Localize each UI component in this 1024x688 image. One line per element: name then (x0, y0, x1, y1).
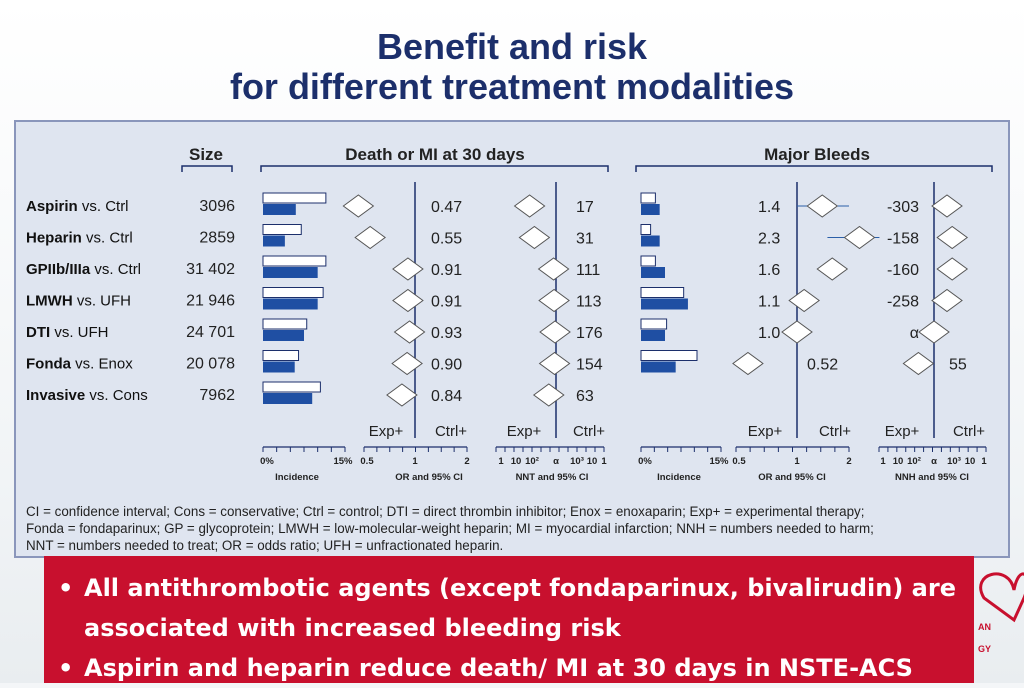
nnt-value: 113 (576, 293, 602, 311)
logo-heart-shape (981, 574, 1024, 620)
trial-size-value: 7962 (199, 387, 235, 404)
death-or-diamond (387, 384, 417, 406)
nnh-exp-label: Exp+ (884, 423, 920, 440)
death-or-tick-label: 2 (464, 456, 470, 467)
slide-title-line1: Benefit and risk (376, 26, 648, 67)
nnh-diamond (919, 321, 949, 343)
trial-size-value: 20 078 (186, 355, 235, 373)
nnt-diamond (539, 290, 569, 312)
nnt-diamond (515, 195, 545, 217)
nnt-tick-label: 10 (510, 456, 522, 467)
nnt-diamond (540, 353, 570, 375)
nnh-diamond (937, 227, 967, 249)
bleed-control-incidence-bar (641, 319, 667, 329)
nnt-value: 17 (576, 199, 594, 216)
death-header-bracket (261, 166, 608, 172)
bleed-or-diamond (807, 195, 837, 217)
key-points-banner (44, 556, 974, 683)
death-incidence-axis-label: Incidence (275, 472, 319, 483)
bleed-or-value: 2.3 (758, 230, 781, 248)
nnh-tick-label: 1 (880, 456, 886, 467)
nnh-tick-label: α (931, 456, 937, 467)
logo-text: AN (978, 622, 991, 632)
death-or-tick-label: 1 (412, 456, 418, 467)
footnote-line: NNT = numbers needed to treat; OR = odds ratio; UFH = unfractionated heparin. (26, 538, 504, 553)
bleed-control-incidence-bar (641, 351, 697, 361)
society-logo (974, 568, 1024, 683)
death-control-incidence-bar (263, 193, 326, 203)
nnt-tick-label: 1 (498, 456, 504, 467)
bleed-or-value: 0.52 (807, 356, 839, 374)
row-label: Heparin vs. Ctrl (26, 229, 133, 247)
bleed-or-diamond (789, 290, 819, 312)
nnh-tick-label: 10 (964, 456, 976, 467)
death-control-incidence-bar (263, 225, 301, 235)
death-or-value: 0.47 (431, 199, 463, 216)
nnt-axis-label: NNT and 95% CI (515, 472, 589, 483)
death-experimental-incidence-bar (263, 204, 296, 215)
slide-title-line2: for different treatment modalities (229, 66, 795, 107)
death-or-diamond (343, 195, 373, 217)
bleed-or-tick-label: 1 (794, 456, 800, 467)
trial-size-value: 21 946 (186, 292, 235, 310)
death-experimental-incidence-bar (263, 393, 312, 404)
nnh-ctrl-label: Ctrl+ (952, 423, 986, 440)
nnh-tick-label: 10² (907, 456, 921, 467)
row-label: Fonda vs. Enox (26, 355, 133, 373)
death-control-incidence-bar (263, 351, 299, 361)
bleed-experimental-incidence-bar (641, 204, 660, 215)
death-or-diamond (393, 290, 423, 312)
death-or-diamond (392, 353, 422, 375)
size-column-header: Size (188, 145, 224, 164)
bleed-or-exp-label: Exp+ (747, 423, 783, 440)
nnt-tick-label: 10² (525, 456, 539, 467)
death-incidence-tick-label: 15% (333, 456, 353, 467)
size-header-bracket (182, 166, 232, 172)
death-mi-header: Death or MI at 30 days (345, 145, 525, 164)
nnh-diamond (937, 258, 967, 280)
nnt-tick-label: 1 (601, 456, 607, 467)
bleed-header-bracket (636, 166, 992, 172)
major-bleeds-header: Major Bleeds (764, 145, 870, 164)
nnh-diamond (932, 195, 962, 217)
trial-size-value: 3096 (199, 198, 235, 215)
nnt-value: 176 (576, 325, 603, 342)
trial-size-value: 31 402 (186, 261, 235, 278)
nnh-diamond (932, 290, 962, 312)
bleed-experimental-incidence-bar (641, 236, 660, 247)
death-experimental-incidence-bar (263, 330, 304, 341)
death-or-axis-label: OR and 95% CI (395, 472, 463, 483)
bleed-incidence-axis-label: Incidence (657, 472, 701, 483)
nnh-axis-label: NNH and 95% CI (895, 472, 969, 483)
footnote-line: CI = confidence interval; Cons = conservative; Ctrl = control; DTI = direct thrombin inhibitor; Enox = enoxaparin; Exp+ = experimental therapy; (26, 504, 865, 519)
footnote-line: Fonda = fondaparinux; GP = glycoprotein; LMWH = low-molecular-weight heparin; MI = myocardial infarction; NNH = numbers needed to harm; (26, 521, 874, 536)
nnh-tick-label: 1 (981, 456, 987, 467)
nnh-tick-label: 10³ (947, 456, 961, 467)
nnh-value: -158 (886, 230, 919, 248)
bullet-point: • Aspirin and heparin reduce death/ MI at 30 days in NSTE-ACS (58, 648, 974, 688)
nnh-value: 55 (949, 356, 967, 374)
death-control-incidence-bar (263, 288, 323, 298)
death-control-incidence-bar (263, 319, 307, 329)
bleed-or-value: 1.1 (758, 293, 781, 311)
row-label: LMWH vs. UFH (26, 292, 131, 310)
nnt-value: 154 (576, 356, 603, 374)
trial-size-value: 2859 (199, 229, 235, 247)
nnt-diamond (534, 384, 564, 406)
nnt-diamond (539, 258, 569, 280)
death-or-ctrl-label: Ctrl+ (434, 423, 468, 440)
death-or-value: 0.91 (431, 262, 463, 279)
bleed-control-incidence-bar (641, 288, 684, 298)
nnt-value: 63 (576, 388, 594, 405)
row-label: DTI vs. UFH (26, 324, 109, 341)
bleed-incidence-tick-label: 0% (638, 456, 652, 467)
bleed-or-tick-label: 2 (846, 456, 852, 467)
bleed-or-ctrl-label: Ctrl+ (818, 423, 852, 440)
bleed-or-diamond (844, 227, 874, 249)
bleed-or-diamond (733, 353, 763, 375)
death-experimental-incidence-bar (263, 362, 295, 373)
nnh-diamond (903, 353, 933, 375)
death-or-diamond (393, 258, 423, 280)
death-or-diamond (395, 321, 425, 343)
bleed-experimental-incidence-bar (641, 330, 665, 341)
bleed-experimental-incidence-bar (641, 362, 676, 373)
bleed-control-incidence-bar (641, 225, 651, 235)
nnt-tick-label: 10³ (570, 456, 584, 467)
nnh-value: -303 (886, 199, 919, 216)
nnt-value: 111 (576, 262, 601, 279)
bleed-or-value: 1.0 (758, 325, 781, 342)
nnh-tick-label: 10 (892, 456, 904, 467)
row-label: GPIIb/IIIa vs. Ctrl (26, 261, 142, 278)
death-experimental-incidence-bar (263, 236, 285, 247)
nnt-exp-label: Exp+ (506, 423, 542, 440)
nnt-tick-label: α (553, 456, 559, 467)
death-or-value: 0.55 (431, 230, 463, 248)
bleed-or-value: 1.4 (758, 199, 781, 216)
bleed-control-incidence-bar (641, 193, 655, 203)
death-or-value: 0.91 (431, 293, 463, 311)
bleed-or-tick-label: 0.5 (732, 456, 746, 467)
bleed-or-diamond (817, 258, 847, 280)
bleed-control-incidence-bar (641, 256, 655, 266)
death-or-exp-label: Exp+ (368, 423, 404, 440)
row-label: Invasive vs. Cons (26, 387, 148, 404)
bleed-or-axis-label: OR and 95% CI (758, 472, 826, 483)
bleed-incidence-tick-label: 15% (709, 456, 729, 467)
nnt-tick-label: 10 (586, 456, 598, 467)
death-experimental-incidence-bar (263, 267, 318, 278)
bleed-experimental-incidence-bar (641, 299, 688, 310)
bleed-experimental-incidence-bar (641, 267, 665, 278)
bleed-or-value: 1.6 (758, 262, 781, 279)
nnt-diamond (519, 227, 549, 249)
death-or-value: 0.93 (431, 325, 463, 342)
nnh-value: -258 (886, 293, 919, 311)
death-or-value: 0.84 (431, 388, 463, 405)
bleed-or-diamond (782, 321, 812, 343)
death-control-incidence-bar (263, 256, 326, 266)
abbreviation-footnote (26, 503, 996, 554)
forest-plot-chart (14, 120, 1010, 558)
logo-text: GY (978, 644, 992, 654)
death-experimental-incidence-bar (263, 299, 318, 310)
nnt-diamond (540, 321, 570, 343)
nnt-ctrl-label: Ctrl+ (572, 423, 606, 440)
death-or-diamond (355, 227, 385, 249)
row-label: Aspirin vs. Ctrl (26, 198, 129, 215)
death-incidence-tick-label: 0% (260, 456, 274, 467)
death-control-incidence-bar (263, 382, 320, 392)
trial-size-value: 24 701 (186, 324, 235, 341)
death-or-tick-label: 0.5 (360, 456, 374, 467)
nnh-value: α (909, 325, 919, 342)
nnt-value: 31 (576, 230, 594, 248)
bullet-point: • All antithrombotic agents (except fondaparinux, bivalirudin) are associated with increased bleeding risk (58, 568, 974, 648)
death-or-value: 0.90 (431, 356, 463, 374)
nnh-value: -160 (886, 262, 919, 279)
